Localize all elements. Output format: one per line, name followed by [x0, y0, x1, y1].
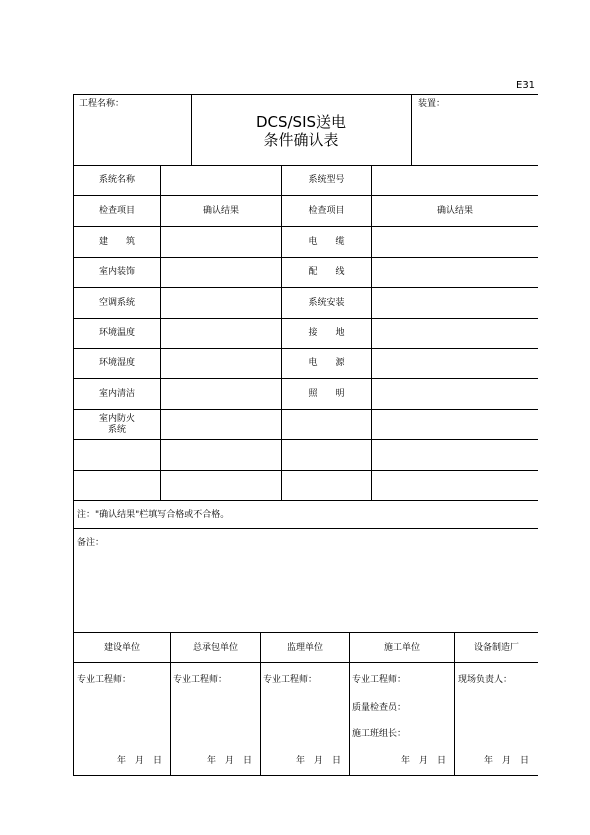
- row-line: [73, 195, 538, 196]
- unit-general-contractor: 总承包单位: [192, 643, 238, 653]
- date-field: 年 月 日: [207, 756, 253, 766]
- check-item-header: 检查项目: [98, 206, 135, 216]
- row-line: [73, 226, 538, 227]
- note-line: [73, 528, 538, 529]
- check-item-left: 室内装饰: [98, 267, 135, 277]
- check-item-left: 环境温度: [98, 328, 135, 338]
- header-bottom-line: [73, 165, 538, 166]
- check-item-right: 电 源: [308, 358, 345, 368]
- row-line: [73, 287, 538, 288]
- check-item-left-line2: 系统: [107, 425, 126, 435]
- check-item-left: 室内清洁: [98, 389, 135, 399]
- check-item-right: 接 地: [308, 328, 345, 338]
- confirm-result-header: 确认结果: [436, 206, 473, 216]
- check-item-left: 建 筑: [98, 237, 135, 247]
- engineer-label: 专业工程师：: [77, 675, 132, 685]
- system-name-label: 系统名称: [98, 175, 135, 185]
- row-line: [73, 470, 538, 471]
- form-title: [191, 113, 411, 149]
- remarks-bottom-line: [73, 632, 538, 633]
- check-item-left: 空调系统: [98, 298, 135, 308]
- engineer-label: 专业工程师：: [352, 675, 407, 685]
- row-line: [73, 500, 538, 501]
- check-item-right: 系统安装: [308, 298, 345, 308]
- device-label: 装置：: [418, 99, 446, 109]
- unit-construction: 施工单位: [383, 643, 420, 653]
- row-line: [73, 257, 538, 258]
- row-line: [73, 378, 538, 379]
- remarks-label: 备注：: [77, 538, 105, 548]
- confirm-result-header: 确认结果: [202, 206, 239, 216]
- team-leader-label: 施工班组长：: [352, 729, 407, 739]
- project-name-label: 工程名称：: [79, 99, 125, 109]
- row-line: [73, 409, 538, 410]
- system-model-label: 系统型号: [308, 175, 345, 185]
- check-item-right: 配 线: [308, 267, 345, 277]
- table-border-bottom: [73, 775, 538, 776]
- sign-header-line: [73, 662, 538, 663]
- date-field: 年 月 日: [296, 756, 342, 766]
- row-line: [73, 439, 538, 440]
- date-field: 年 月 日: [484, 756, 530, 766]
- check-item-right: 电 缆: [308, 237, 345, 247]
- table-border-top: [73, 94, 538, 95]
- check-item-left: 环境湿度: [98, 358, 135, 368]
- date-field: 年 月 日: [117, 756, 163, 766]
- engineer-label: 专业工程师：: [173, 675, 228, 685]
- check-item-header: 检查项目: [308, 206, 345, 216]
- form-title-line2: 条件确认表: [263, 131, 339, 149]
- quality-inspector-label: 质量检查员：: [352, 703, 407, 713]
- check-item-right: 照 明: [308, 389, 345, 399]
- engineer-label: 专业工程师：: [263, 675, 318, 685]
- row-line: [73, 318, 538, 319]
- unit-manufacturer: 设备制造厂: [473, 643, 519, 653]
- unit-owner: 建设单位: [103, 643, 140, 653]
- date-field: 年 月 日: [401, 756, 447, 766]
- fill-note: 注："确认结果"栏填写合格或不合格。: [77, 510, 230, 520]
- form-title-line1: DCS/SIS送电: [255, 113, 347, 131]
- form-code: E31: [516, 80, 536, 91]
- unit-supervisor: 监理单位: [286, 643, 323, 653]
- row-line: [73, 348, 538, 349]
- header-divider: [411, 94, 412, 165]
- check-item-left-line1: 室内防火: [98, 414, 135, 424]
- site-manager-label: 现场负责人：: [458, 675, 513, 685]
